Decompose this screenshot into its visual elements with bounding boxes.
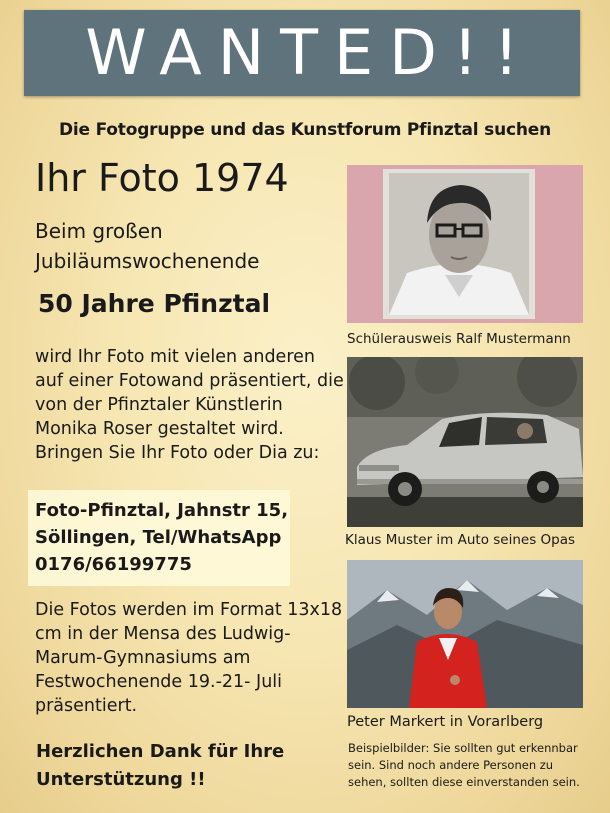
thanks-text	[36, 738, 284, 794]
example-note: Beispielbilder: Sie sollten gut erkennbar sein. Sind noch andere Personen zu sehen, sollten diese einverstanden sein.	[348, 741, 580, 789]
car-photo	[347, 357, 583, 527]
jubilee-title: 50 Jahre Pfinztal	[38, 289, 271, 318]
format-paragraph: Die Fotos werden im Format 13x18 cm in der Mensa des Ludwig-Marum-Gymnasiums am Festwochenende 19.-21- Juli präsentiert.	[35, 600, 343, 716]
intro-line-2: Jubiläumswochenende	[35, 249, 260, 273]
thanks-line-1: Herzlichen Dank für Ihre	[36, 741, 285, 762]
student-id-photo	[347, 165, 583, 323]
photo-caption-3: Peter Markert in Vorarlberg	[347, 714, 544, 730]
mountain-illustration	[347, 560, 583, 708]
thanks-line-2: Unterstützung !!	[36, 769, 206, 790]
address-line-2: Söllingen, Tel/WhatsApp	[35, 527, 282, 548]
photo-caption-2: Klaus Muster im Auto seines Opas	[345, 532, 576, 548]
address-line-1: Foto-Pfinztal, Jahnstr 15,	[35, 500, 289, 521]
portrait-illustration	[347, 165, 583, 323]
description-paragraph: wird Ihr Foto mit vielen anderen auf einer Fotowand präsentiert, die von der Pfinztaler Künstlerin Monika Roser gestaltet wird. Bringen Sie Ihr Foto oder Dia zu:	[35, 347, 344, 463]
address-line-3: 0176/66199775	[35, 554, 192, 575]
mountain-photo	[347, 560, 583, 708]
banner-title: WANTED!!	[85, 16, 535, 89]
intro-text	[35, 216, 259, 276]
photo-caption-1: Schülerausweis Ralf Mustermann	[347, 331, 571, 347]
headline: Ihr Foto 1974	[35, 156, 289, 200]
contact-address	[35, 497, 288, 578]
wanted-banner	[24, 10, 580, 96]
subtitle: Die Fotogruppe und das Kunstforum Pfinztal suchen	[59, 120, 551, 140]
car-illustration	[347, 357, 583, 527]
intro-line-1: Beim großen	[35, 219, 163, 243]
